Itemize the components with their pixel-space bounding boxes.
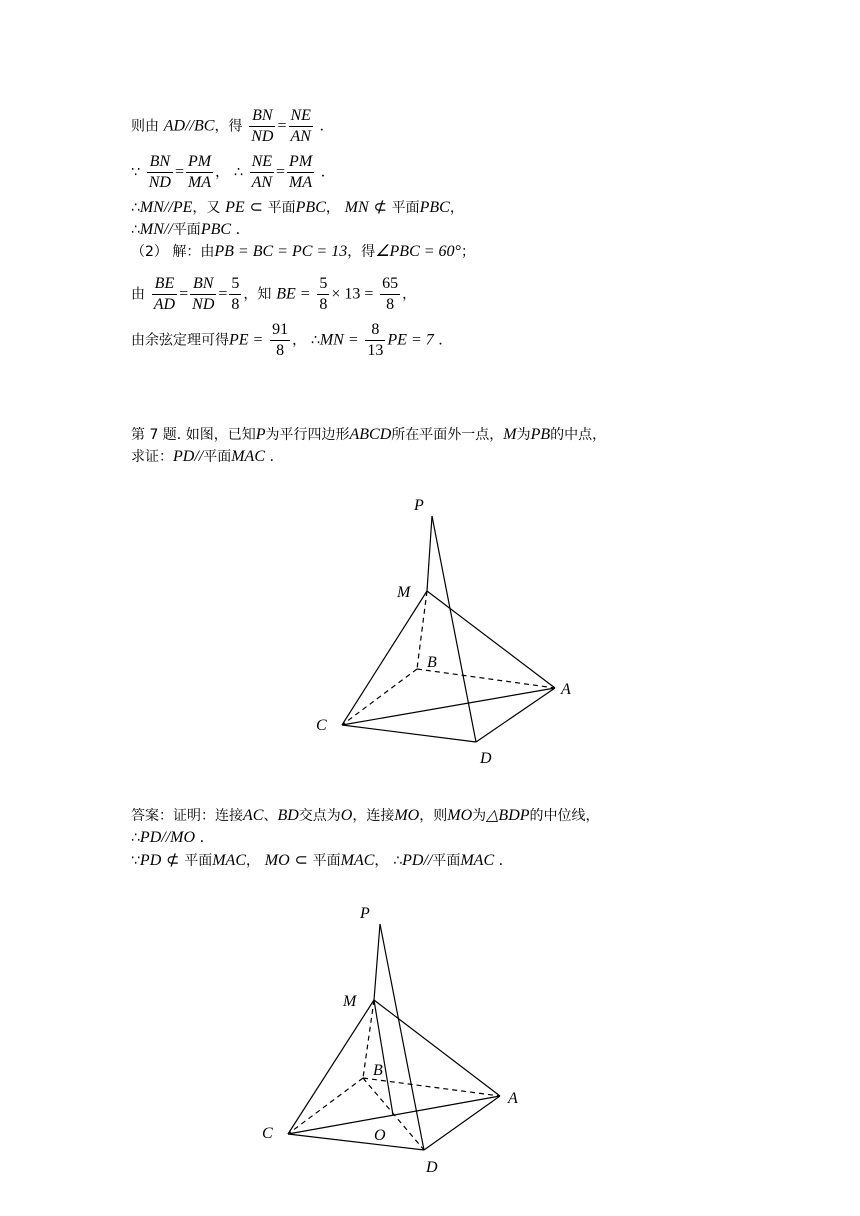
answer-line-3: ∵PD ⊄ 平面MAC， MO ⊂ 平面MAC， ∴PD//平面MAC . [131, 852, 503, 869]
answer-line-2: ∴PD//MO . [131, 829, 204, 846]
sol-line-6: 由 $\frac{BE}{AD}$ = $\frac{BN}{ND}$ = $\frac{5}{8}$ ，知 BE = $\frac{5}{8}$ × 13 = $\frac{65}{8}$ ， [131, 275, 417, 313]
fraction: $\frac{91}{8}$ [272, 321, 289, 359]
label-A: A [561, 681, 571, 698]
label-P: P [414, 497, 424, 514]
question-7-line-2: 求证：PD//平面MAC . [131, 448, 274, 465]
edge-BC-hidden [288, 1078, 363, 1134]
label-C: C [316, 717, 327, 734]
fraction: $\frac{BN}{ND}$ [192, 275, 215, 313]
sol-line-7: 由余弦定理可得PE = $\frac{91}{8}$ ， ∴MN = $\frac{8}{13}$ PE = 7 . [131, 321, 443, 359]
sol-line-1: 则由 AD//BC，得 $\frac{BN}{ND}$ = $\frac{NE}{AN}$ . [131, 107, 324, 145]
fraction: $\frac{65}{8}$ [382, 275, 399, 313]
label-D: D [426, 1159, 438, 1176]
edge-PM [374, 924, 380, 1000]
edge-MC [288, 1000, 374, 1134]
edge-DA [424, 1096, 500, 1150]
fraction: $\frac{5}{8}$ [319, 275, 328, 313]
sol-line-3: ∴MN//PE，又 PE ⊂ 平面PBC， MN ⊄ 平面PBC， [131, 199, 464, 216]
label-M: M [397, 584, 411, 601]
sol-line-4: ∴MN//平面PBC . [131, 221, 240, 238]
label-A: A [508, 1090, 518, 1107]
fraction: $\frac{PM}{MA}$ [289, 153, 313, 191]
sol-line-2: ∵ $\frac{BN}{ND}$ = $\frac{PM}{MA}$ ， ∴ $\frac{NE}{AN}$ = $\frac{PM}{MA}$ . [131, 153, 325, 191]
fraction: $\frac{NE}{AN}$ [251, 153, 273, 191]
answer-line-1: 答案：证明：连接AC、BD交点为O，连接MO，则MO为△BDP的中位线， [131, 807, 600, 824]
fraction: $\frac{8}{13}$ [367, 321, 384, 359]
sol-line-5: （2） 解：由PB = BC = PC = 13，得∠PBC = 60°； [131, 243, 475, 260]
fraction: $\frac{NE}{AN}$ [290, 107, 311, 145]
fraction: $\frac{BN}{ND}$ [148, 153, 171, 191]
fraction: $\frac{BN}{ND}$ [251, 107, 274, 145]
edge-MO [374, 1000, 393, 1115]
label-P: P [360, 905, 370, 922]
label-D: D [480, 750, 492, 767]
label-B: B [427, 654, 437, 671]
label-M: M [343, 993, 357, 1010]
edge-BD-hidden [363, 1078, 424, 1150]
fraction: $\frac{PM}{MA}$ [187, 153, 212, 191]
fraction: $\frac{5}{8}$ [231, 275, 240, 313]
fraction: $\frac{BE}{AD}$ [153, 275, 176, 313]
label-B: B [373, 1062, 383, 1079]
edge-CD [288, 1134, 424, 1150]
question-7-line-1: 第 7 题. 如图，已知P为平行四边形ABCD所在平面外一点，M为PB的中点， [131, 426, 607, 443]
label-C: C [262, 1125, 273, 1142]
label-O: O [374, 1127, 386, 1144]
